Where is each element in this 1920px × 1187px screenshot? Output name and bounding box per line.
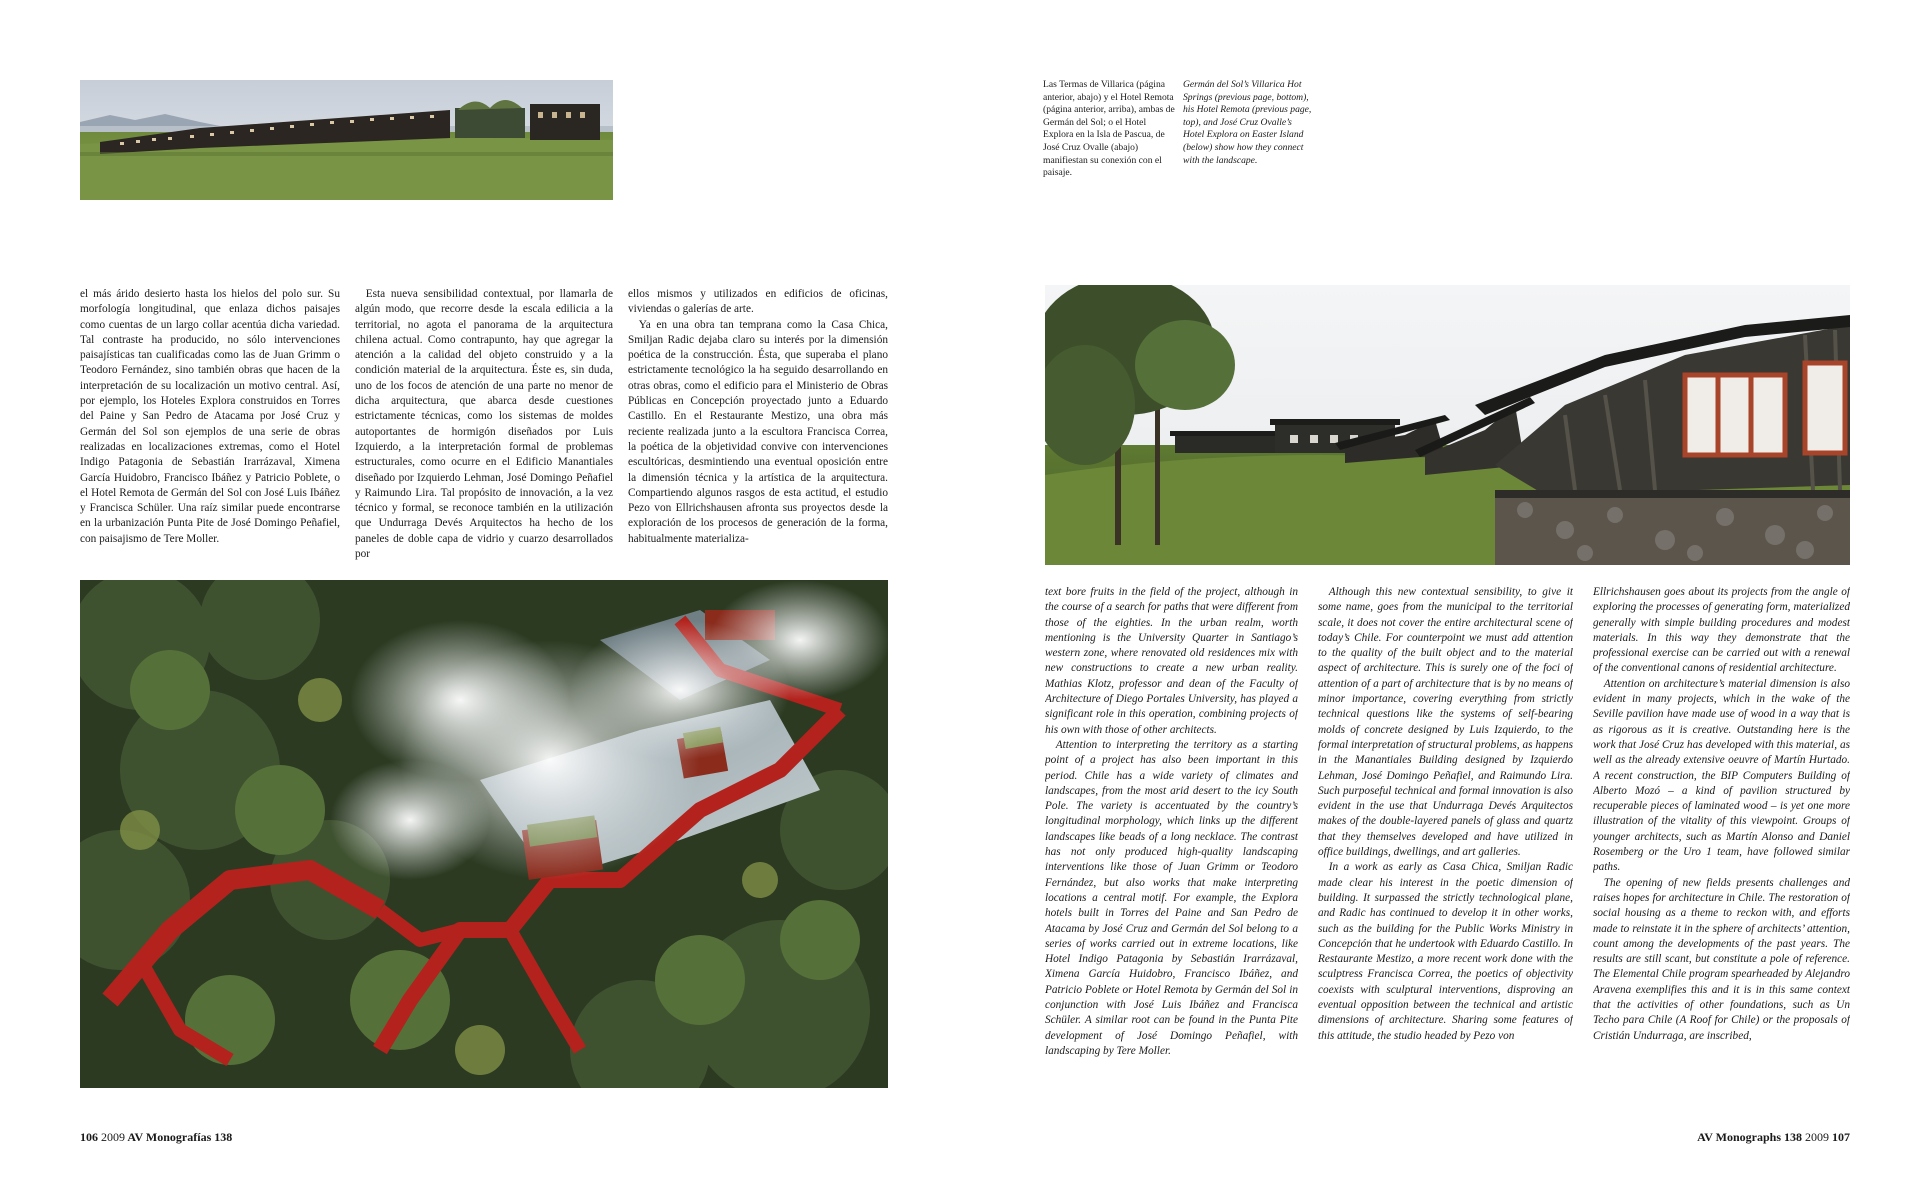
hotel-remota-photo <box>80 80 613 200</box>
left-text-column-3 <box>628 287 888 562</box>
paragraph: Although this new contextual sensibility, to give it some name, goes from the municipal to the territorial scale, it does not cover the entire architectural scene of today’s Chile. For counterpoint we must add attention to the quality of the built object and to the material aspect of architecture. This is surely one of the foci of attention of a part of architecture that is by no means of minor importance, covering everything from strictly technical questions like the systems of self-bearing molds of concrete designed by Luis Izquierdo, to the formal interpretation of structural problems, as happens in the Manantiales Building designed by Izquierdo Lehman, José Domingo Peñafiel, and Raimundo Lira. Such purposeful technical and formal innovation is also evident in the use that Undurraga Devés Arquitectos makes of the double-layered panels of glass and quartz that they themselves developed and have utilized in office buildings, dwellings, and art galleries. <box>1318 586 1573 859</box>
paragraph: text bore fruits in the field of the project, although in the course of a search for paths that were different from those of the eighties. In the urban realm, worth mentioning is the University Quarter in Santiago’s western zone, where renovated old residences mix with new constructions to create a new urban reality. Mathias Klotz, professor and dean of the Faculty of Architecture of Diego Portales University, has played a significant role in this operation, combining projects of his own with those of other architects. <box>1045 586 1298 736</box>
right-text-column-2 <box>1318 585 1573 1085</box>
left-folio <box>80 1130 232 1145</box>
paragraph: The opening of new fields presents challenges and raises hopes for architecture in Chile. The restoration of social housing as a theme to reckon with, and efforts made to reinstate it in the sphere of architects’ attention, count among the developments of the past years. The results are still scant, but constitute a pole of reference. The Elemental Chile program spearheaded by Alejandro Aravena exemplifies this and it is in this same context that the activities of other foundations, such as Un Techo para Chile (A Roof for Chile) or the proposals of Cristián Undurraga, are inscribed, <box>1593 876 1850 1042</box>
caption-english: Germán del Sol’s Villarica Hot Springs (previous page, bottom), his Hotel Remota (previous page, top), and José Cruz Ovalle’s Hotel Explora on Easter Island (below) show how they connect with the landscape. <box>1183 79 1312 166</box>
page-number: 106 <box>80 1130 98 1144</box>
paragraph: Ellrichshausen goes about its projects from the angle of exploring the processes of generating form, materialized generally with simple building procedures and modest materials. In this way they demonstrate that the professional exercise can be carried out with a renewal of the conventional canons of residential architecture. <box>1593 586 1850 675</box>
folio-year: 2009 <box>101 1130 125 1144</box>
paragraph: Attention to interpreting the territory as a starting point of a project has also been important in this period. Chile has a wide variety of climates and landscapes, from the most arid desert to the icy South Pole. The variety is accentuated by the country’s longitudinal morphology, which links up the different landscapes like beads of a long necklace. The contrast has not only produced high-quality landscaping interventions like those of Juan Grimm or Teodoro Fernández, but also works that make interpreting locations a central motif. For example, the Explora hotels built in Torres del Paine and San Pedro de Atacama by José Cruz and Germán del Sol belong to a series of works carried out in extreme locations, like Hotel Indigo Patagonia by Sebastián Irarrázaval, Ximena García Huidobro, Francisco Ibáñez, and Patricio Poblete or Hotel Remota by Germán del Sol in conjunction with José Luis Ibáñez and Francisca Schüler. A similar root can be found in the Punta Pite development of José Domingo Peñafiel, with landscaping by Tere Moller. <box>1045 738 1298 1057</box>
termas-villarica-photo <box>80 580 888 1088</box>
page-number: 107 <box>1832 1130 1850 1144</box>
right-text-column-1 <box>1045 585 1298 1085</box>
publication-title: AV Monografías 138 <box>127 1130 233 1144</box>
paragraph: Esta nueva sensibilidad contextual, por llamarla de algún modo, que recorre desde la escala edilicia a la territorial, no agota el panorama de la arquitectura chilena actual. Como contrapunto, hay que agregar la atención a la calidad del objeto construido y a la condición material de la arquitectura. Éste es, sin duda, uno de los focos de atención de una parte no menor de dicha arquitectura, que abarca desde cuestiones estrictamente técnicas, como los sistemas de moldes autoportantes de hormigón diseñados por Luis Izquierdo, a la interpretación formal de problemas estructurales, como ocurre en el Edificio Manantiales diseñado por Izquierdo Lehman, José Domingo Peñafiel y Raimundo Lira. Tal propósito de innovación, a la vez técnico y formal, se reconoce también en la utilización que Undurraga Devés Arquitectos ha hecho de los paneles de doble capa de vidrio y cuarzo desarrollados por <box>355 288 613 561</box>
caption-spanish: Las Termas de Villarica (página anterior, abajo) y el Hotel Remota (página anterior, arriba), ambas de Germán del Sol; o el Hotel Explora en la Isla de Pascua, de José Cruz Ovalle (abajo) manifiestan su conexión con el paisaje. <box>1043 79 1175 179</box>
paragraph: Ya en una obra tan temprana como la Casa Chica, Smiljan Radic dejaba claro su interés por la dimensión poética de la construcción. Ésta, que superaba el plano estrictamente tecnológico la ha seguido desarrollando en otras obras, como el edificio para el Ministerio de Obras Públicas en Concepción proyectado junto a Eduardo Castillo. En el Restaurante Mestizo, una obra más reciente realizada junto a la escultora Francisca Correa, la poética de la objetividad convive con intervenciones escultóricas, desmintiendo una eventual oposición entre la dimensión técnica y la artística de la arquitectura. Compartiendo algunos rasgos de esta actitud, el estudio Pezo von Ellrichshausen afronta sus proyectos desde la exploración de los procesos de generación de la forma, habitualmente materializa- <box>628 318 888 545</box>
paragraph: el más árido desierto hasta los hielos del polo sur. Su morfología longitudinal, que enlaza dichos paisajes como cuentas de un largo collar acentúa dicha variedad. Tal contraste ha producido, no sólo intervenciones paisajísticas tan cualificadas como las de Juan Grimm o Teodoro Fernández, sino también obras que hacen de la interpretación de su localización un motivo central. Así, por ejemplo, los Hoteles Explora construidos en Torres del Paine y San Pedro de Atacama por José Cruz y Germán del Sol son ejemplos de una serie de obras realizadas en localizaciones extremas, como el Hotel Indigo Patagonia de Sebastián Irarrázaval, Ximena García Huidobro, Francisco Ibáñez y Patricio Poblete, o el Hotel Remota de Germán del Sol con José Luis Ibáñez y Francisca Schüler. Una raíz similar puede encontrarse en la urbanización Punta Pite de José Domingo Peñafiel, con paisajismo de Tere Moller. <box>80 288 340 545</box>
left-text-column-1 <box>80 287 340 562</box>
hotel-explora-photo <box>1045 285 1850 565</box>
folio-year: 2009 <box>1805 1130 1829 1144</box>
left-text-column-2 <box>355 287 613 562</box>
right-text-column-3 <box>1593 585 1850 1085</box>
right-folio <box>1697 1130 1850 1145</box>
paragraph: Attention on architecture’s material dimension is also evident in many projects, which in the wake of the Seville pavilion have made use of wood in a way that is as rigorous as it is creative. Outstanding here is the work that José Cruz has developed with this material, as well as the already extensive oeuvre of Martín Hurtado. A recent construction, the BIP Computers Building of Alberto Mozó – a kind of pavilion structured by recuperable pieces of laminated wood – is yet one more illustration of the vitality of this viewpoint. Groups of younger architects, such as Martín Alonso and Daniel Rosemberg or the Uro 1 team, have followed similar paths. <box>1593 677 1850 874</box>
publication-title: AV Monographs 138 <box>1697 1130 1802 1144</box>
paragraph: ellos mismos y utilizados en edificios de oficinas, viviendas o galerías de arte. <box>628 288 888 316</box>
paragraph: In a work as early as Casa Chica, Smiljan Radic made clear his interest in the poetic dimension of building. It surpassed the strictly technological plane, and Radic has continued to develop it in other works, such as the building for the Public Works Ministry in Concepción that he undertook with Eduardo Castillo. In Restaurante Mestizo, a more recent work done with the sculptress Francisca Correa, the poetics of objectivity coexists with sculptural interventions, disproving an eventual opposition between the technical and artistic dimensions of architecture. Sharing some features of this attitude, the studio headed by Pezo von <box>1318 861 1573 1042</box>
